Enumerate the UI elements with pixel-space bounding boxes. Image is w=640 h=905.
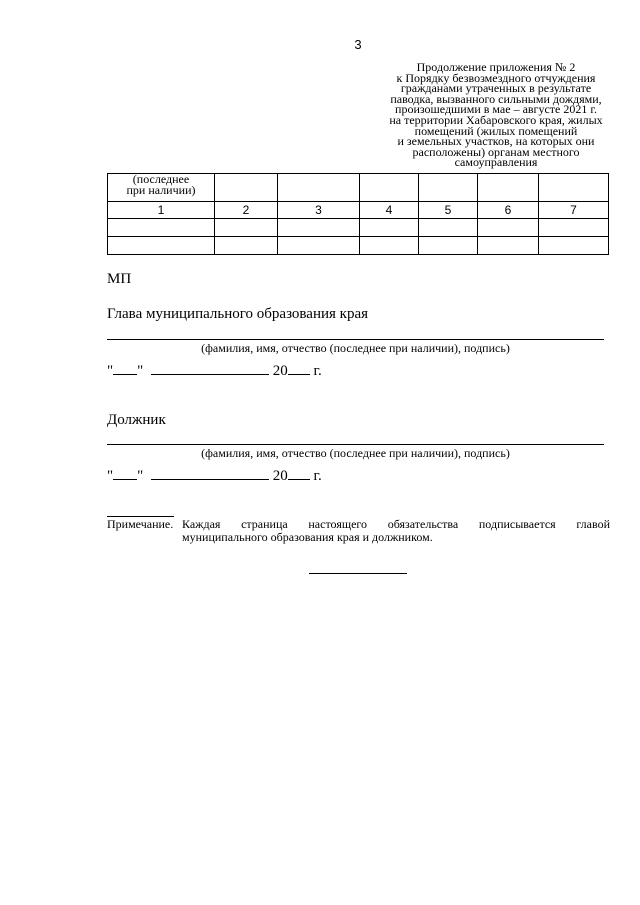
table-cell [478,219,539,237]
column-number: 7 [539,202,609,219]
table-cell [419,237,478,255]
table-cell [539,219,609,237]
footnote-text-line: муниципального образования края и должником. [182,530,433,544]
date-month-blank [151,467,269,480]
column-number: 6 [478,202,539,219]
table-header-cell [360,174,419,202]
page-number: 3 [354,37,362,52]
table-column-numbers-row [108,202,609,219]
table-cell [360,219,419,237]
head-signature-line [107,339,604,340]
column-number: 2 [215,202,278,219]
table-cell [539,237,609,255]
column-number: 3 [278,202,360,219]
stamp-label: МП [107,271,132,287]
appendix-header-line: помещений (жилых помещений [414,123,578,138]
date-quote: " [137,363,144,379]
date-year-prefix: 20 [272,363,288,379]
appendix-header-line: гражданами утраченных в результате [400,81,592,96]
date-quote: " [137,468,144,484]
table-cell [108,237,215,255]
table-cell [360,237,419,255]
table-cell [278,219,360,237]
footnote-label: Примечание. [107,517,174,531]
end-of-document-line [309,573,407,574]
table-header-text: при наличии) [126,183,196,197]
table-header-text: (последнее [132,172,190,186]
table-header-row [108,174,609,202]
table-cell [108,219,215,237]
date-year-blank [288,362,310,375]
appendix-header-line: на территории Хабаровского края, жилых [389,112,603,127]
head-title: Глава муниципального образования края [107,306,368,322]
table-header-cell [419,174,478,202]
table-cell [215,237,278,255]
date-quote: " [107,363,114,379]
debtor-signature-line [107,444,604,445]
table-cell [419,219,478,237]
debtor-title: Должник [107,412,166,428]
date-quote: " [107,468,114,484]
table-cell [478,237,539,255]
appendix-header-line: Продолжение приложения № 2 [416,60,576,74]
table-header-cell [215,174,278,202]
appendix-header-line: расположены) органам местного [412,144,580,159]
table-header-cell [478,174,539,202]
date-year-suffix: г. [313,468,322,484]
appendix-header-line: произошедшими в мае – августе 2021 г. [395,102,597,117]
date-month-blank [151,362,269,375]
table-header-cell [539,174,609,202]
table-header-cell [108,174,215,202]
table-cell [215,219,278,237]
column-number: 1 [108,202,215,219]
debtor-signature-caption: (фамилия, имя, отчество (последнее при наличии), подпись) [201,446,510,460]
date-day-blank [113,467,137,480]
appendix-header-line: паводка, вызванного сильными дождями, [390,91,602,106]
appendix-header [378,62,614,168]
footnote-text-line: Каждая страница настоящего обязательства подписывается главой [182,517,610,531]
appendix-header-line: самоуправления [454,155,538,170]
table-header-cell [278,174,360,202]
table-row [108,219,609,237]
column-number: 5 [419,202,478,219]
date-day-blank [113,362,137,375]
table-cell [278,237,360,255]
property-table [107,173,609,255]
date-year-blank [288,467,310,480]
head-date-line [107,362,322,380]
head-signature-caption: (фамилия, имя, отчество (последнее при наличии), подпись) [201,341,510,355]
appendix-header-line: к Порядку безвозмездного отчуждения [396,70,596,85]
table-row [108,237,609,255]
appendix-header-line: и земельных участков, на которых они [397,134,595,149]
debtor-date-line [107,467,322,485]
column-number: 4 [360,202,419,219]
date-year-suffix: г. [313,363,322,379]
date-year-prefix: 20 [272,468,288,484]
